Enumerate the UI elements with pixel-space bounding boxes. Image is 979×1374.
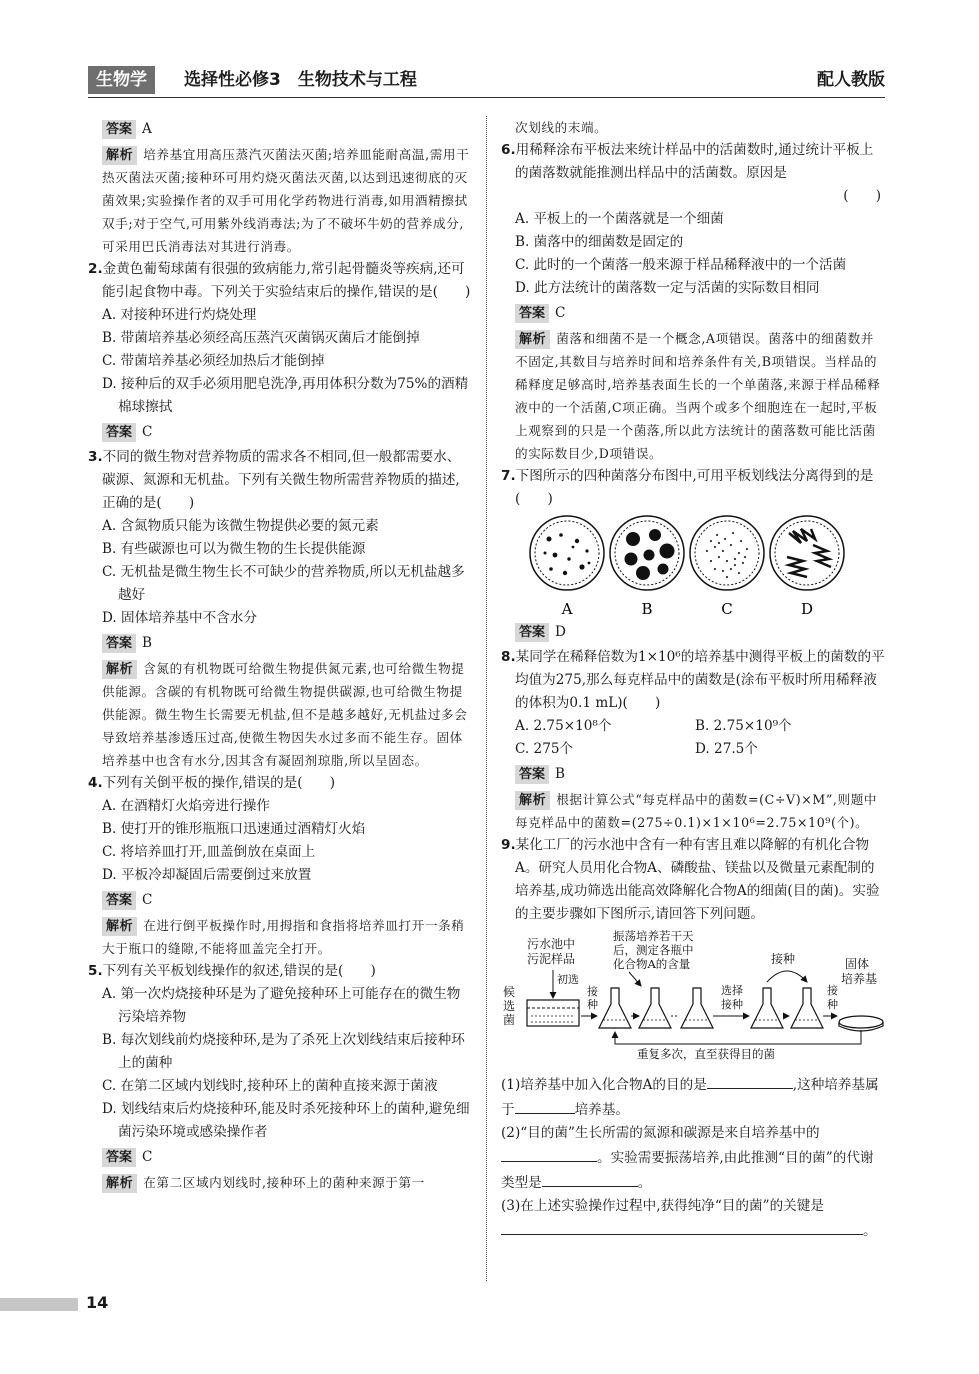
plate-b <box>610 516 684 590</box>
diagram-repeat-label: 重复多次，直至获得目的菌 <box>637 1047 775 1061</box>
q9-sub1: (1)培养基中加入化合物A的目的是 ,这种培养基属于 培养基。 <box>501 1072 885 1122</box>
q4-analysis: 解析 在进行倒平板操作时,用拇指和食指将培养皿打开一条稍大于瓶口的缝隙,不能将皿盖完全打开。 <box>102 918 465 956</box>
q8-answer: 答案 B <box>515 763 885 786</box>
q2-option-c: C. 带菌培养基必须经加热后才能倒掉 <box>102 353 325 369</box>
q2-option-d: D. 接种后的双手必须用肥皂洗净,再用体积分数为75%的酒精棉球擦拭 <box>102 376 469 415</box>
q3-option-b: B. 有些碳源也可以为微生物的生长提供能源 <box>102 541 366 557</box>
q3-answer: 答案 B <box>102 632 472 655</box>
q4-option-b: B. 使打开的锥形瓶瓶口迅速通过酒精灯火焰 <box>102 821 366 837</box>
header-rule <box>88 97 885 98</box>
colony-plates-figure <box>527 515 857 619</box>
question-6: 6.用稀释涂布平板法来统计样品中的活菌数时,通过统计平板上的菌落数就能推测出样品中的活菌数。原因是 <box>501 142 874 181</box>
q3-option-c: C. 无机盐是微生物生长不可缺少的营养物质,所以无机盐越多越好 <box>102 564 465 603</box>
q2-option-a: A. 对接种环进行灼烧处理 <box>102 307 257 323</box>
answer-tag: 答案 <box>515 623 549 642</box>
svg-text:菌: 菌 <box>503 1013 516 1027</box>
q6-option-a: A. 平板上的一个菌落就是一个细菌 <box>515 211 724 227</box>
q7-answer: 答案 D <box>515 621 885 644</box>
q5-analysis: 解析 在第二区域内划线时,接种环上的菌种来源于第一 <box>102 1171 472 1194</box>
q1-answer: 答案 A <box>102 118 472 141</box>
q9-blank-5[interactable] <box>501 1218 863 1235</box>
q5-option-c: C. 在第二区域内划线时,接种环上的菌种直接来源于菌液 <box>102 1078 438 1094</box>
q4-option-c: C. 将培养皿打开,皿盖倒放在桌面上 <box>102 844 316 860</box>
footer-bar <box>0 1298 78 1311</box>
q2-answer: 答案 C <box>102 421 472 444</box>
q8-options-row-2 <box>501 738 885 761</box>
plate-label-c: C <box>721 600 733 618</box>
q5-answer: 答案 C <box>102 1146 472 1169</box>
diagram-solid-medium-1: 固体 <box>845 957 870 971</box>
q6-answer: 答案 C <box>515 302 885 325</box>
q9-sub3: (3)在上述实验操作过程中,获得纯净“目的菌”的关键是 <box>501 1198 824 1214</box>
diagram-solid-medium-2: 培养基 <box>841 972 878 986</box>
diagram-sewage-label-2: 污泥样品 <box>527 952 576 966</box>
plate-label-d: D <box>800 600 814 618</box>
analysis-tag: 解析 <box>515 791 550 810</box>
q8-options-row-1 <box>501 715 885 738</box>
diagram-primary: 初选 <box>557 973 579 986</box>
svg-text:化合物A的含量: 化合物A的含量 <box>613 957 691 971</box>
diagram-sewage-label-1: 污水池中 <box>527 937 576 951</box>
question-9: 9.某化工厂的污水池中含有一种有害且难以降解的有机化合物A。研究人员用化合物A、磷酸盐、镁盐以及微量元素配制的培养基,成功筛选出能高效降解化合物A的细菌(目的菌)。实验的主要步骤如下图所示,请回答下列问题。 <box>501 837 880 922</box>
q6-answer-paren: ( ) <box>843 188 881 204</box>
analysis-tag: 解析 <box>102 146 137 165</box>
answer-tag: 答案 <box>102 634 136 653</box>
q2-option-b: B. 带菌培养基必须经高压蒸汽灭菌锅灭菌后才能倒掉 <box>102 330 420 346</box>
right-column <box>501 116 885 1243</box>
q6-option-b: B. 菌落中的细菌数是固定的 <box>515 234 684 250</box>
q9-sub3-line: 。 <box>501 1218 885 1243</box>
q3-analysis: 解析 含氮的有机物既可给微生物提供氮元素,也可给微生物提供能源。含碳的有机物既可给微生物提供碳源,也可给微生物提供能源。微生物生长需要无机盐,但不是越多越好,无机盐过多会导致培养基渗透压过高,使微生物因失水过多而不能生存。固体培养基中也含有水分,因其含有凝固剂琼脂,所以呈固态。 <box>102 661 468 768</box>
q3-option-d: D. 固体培养基中不含水分 <box>102 610 257 626</box>
plate-d <box>770 516 844 590</box>
question-2: 2.金黄色葡萄球菌有很强的致病能力,常引起骨髓炎等疾病,还可能引起食物中毒。下列关于实验结束后的操作,错误的是( ) <box>88 261 471 300</box>
q9-blank-4[interactable] <box>542 1170 638 1187</box>
q4-option-d: D. 平板冷却凝固后需要倒过来放置 <box>102 867 312 883</box>
question-8: 8.某同学在稀释倍数为1×10⁶的培养基中测得平板上的菌数的平均值为275,那么每克样品中的菌数是(涂布平板时所用稀释液的体积为0.1 mL)( ) <box>501 649 885 711</box>
q5-option-d: D. 划线结束后灼烧接种环,能及时杀死接种环上的菌种,避免细菌污染环境或感染操作者 <box>102 1101 470 1140</box>
question-7: 7.下图所示的四种菌落分布图中,可用平板划线法分离得到的是( ) <box>501 468 874 507</box>
q8-option-b: B. 2.75×10⁹个 <box>695 718 792 734</box>
q9-sub2: (2)“目的菌”生长所需的氮源和碳源是来自培养基中的。实验需要振荡培养,由此推测“目的菌”的代谢类型是 。 <box>501 1125 874 1191</box>
experiment-flow-diagram <box>501 930 885 1070</box>
book-title: 选择性必修3 生物技术与工程 <box>184 70 417 90</box>
q5-analysis-continued: 次划线的末端。 <box>515 120 608 135</box>
analysis-tag: 解析 <box>102 660 137 679</box>
flask-2 <box>639 988 671 1028</box>
q4-answer: 答案 C <box>102 889 472 912</box>
answer-tag: 答案 <box>102 1148 136 1167</box>
flask-3 <box>681 988 713 1028</box>
analysis-tag: 解析 <box>102 917 137 936</box>
answer-tag: 答案 <box>515 304 549 323</box>
flask-1 <box>599 988 631 1028</box>
q6-analysis: 解析 菌落和细菌不是一个概念,A项错误。菌落中的细菌数并不固定,其数目与培养时间和培养条件有关,B项错误。当样品的稀释度足够高时,培养基表面生长的一个单菌落,来源于样品稀释液中的一个活菌,C项正确。当两个或多个细胞连在一起时,平板上观察到的只是一个菌落,所以此方法统计的菌落数可能比活菌的实际数目少,D项错误。 <box>515 331 881 461</box>
answer-tag: 答案 <box>102 423 136 442</box>
q6-option-c: C. 此时的一个菌落一般来源于样品稀释液中的一个活菌 <box>515 257 847 273</box>
page-header <box>88 66 885 96</box>
q4-option-a: A. 在酒精灯火焰旁进行操作 <box>102 798 270 814</box>
analysis-tag: 解析 <box>515 330 550 349</box>
column-divider <box>486 116 487 1281</box>
answer-tag: 答案 <box>102 120 136 139</box>
svg-text:种: 种 <box>587 998 598 1011</box>
left-column <box>88 116 472 1194</box>
diagram-inoc-1: 接 <box>587 985 598 998</box>
diagram-inoc-top: 接种 <box>771 952 796 966</box>
q3-option-a: A. 含氮物质只能为该微生物提供必要的氮元素 <box>102 518 379 534</box>
question-3: 3.不同的微生物对营养物质的需求各不相同,但一般都需要水、碳源、氮源和无机盐。下列有关微生物所需营养物质的描述,正确的是( ) <box>88 449 461 511</box>
answer-tag: 答案 <box>102 891 136 910</box>
q1-analysis: 解析 培养基宜用高压蒸汽灭菌法灭菌;培养皿能耐高温,需用干热灭菌法灭菌;接种环可用灼烧灭菌法灭菌,以达到迅速彻底的灭菌效果;实验操作者的双手可用化学药物进行消毒,如用酒精擦拭双手;对于空气,可用紫外线消毒法;为了不破坏牛奶的营养成分,可采用巴氏消毒法对其进行消毒。 <box>102 147 470 254</box>
q8-option-a: A. 2.75×10⁸个 <box>515 718 612 734</box>
diagram-candidate: 候 <box>503 985 516 999</box>
svg-text:后，测定各瓶中: 后，测定各瓶中 <box>613 943 694 957</box>
svg-text:种: 种 <box>827 998 838 1011</box>
plate-c <box>690 516 764 590</box>
svg-text:选: 选 <box>503 999 516 1013</box>
subject-badge: 生物学 <box>88 66 155 94</box>
q8-option-d: D. 27.5个 <box>695 741 758 757</box>
diagram-inoc-2: 接 <box>827 984 838 997</box>
petri-dish <box>839 1016 883 1028</box>
question-4: 4.下列有关倒平板的操作,错误的是( ) <box>88 775 336 791</box>
flask-4 <box>751 988 783 1028</box>
q5-option-a: A. 第一次灼烧接种环是为了避免接种环上可能存在的微生物污染培养物 <box>102 986 461 1025</box>
page-number: 14 <box>86 1293 109 1312</box>
plate-a <box>530 516 604 590</box>
diagram-shake-label: 振荡培养若干天 <box>613 930 694 943</box>
q8-analysis: 解析 根据计算公式“每克样品中的菌数=(C÷V)×M”,则题中每克样品中的菌数=(275÷0.1)×1×10⁶=2.75×10⁹(个)。 <box>515 792 878 830</box>
q9-blank-3[interactable] <box>501 1145 597 1162</box>
q9-blank-1[interactable] <box>707 1072 793 1089</box>
flask-5 <box>791 988 823 1028</box>
q6-option-d: D. 此方法统计的菌落数一定与活菌的实际数目相同 <box>515 280 820 296</box>
question-5: 5.下列有关平板划线操作的叙述,错误的是( ) <box>88 963 376 979</box>
diagram-select-inoc: 选择 <box>721 984 743 997</box>
svg-text:接种: 接种 <box>721 998 743 1011</box>
plate-label-a: A <box>561 600 573 618</box>
q8-option-c: C. 275个 <box>515 741 574 757</box>
edition-label: 配人教版 <box>817 70 885 90</box>
analysis-tag: 解析 <box>102 1174 137 1193</box>
q9-blank-2[interactable] <box>515 1097 575 1114</box>
plate-label-b: B <box>641 600 653 618</box>
q5-option-b: B. 每次划线前灼烧接种环,是为了杀死上次划线结束后接种环上的菌种 <box>102 1032 465 1071</box>
answer-tag: 答案 <box>515 765 549 784</box>
